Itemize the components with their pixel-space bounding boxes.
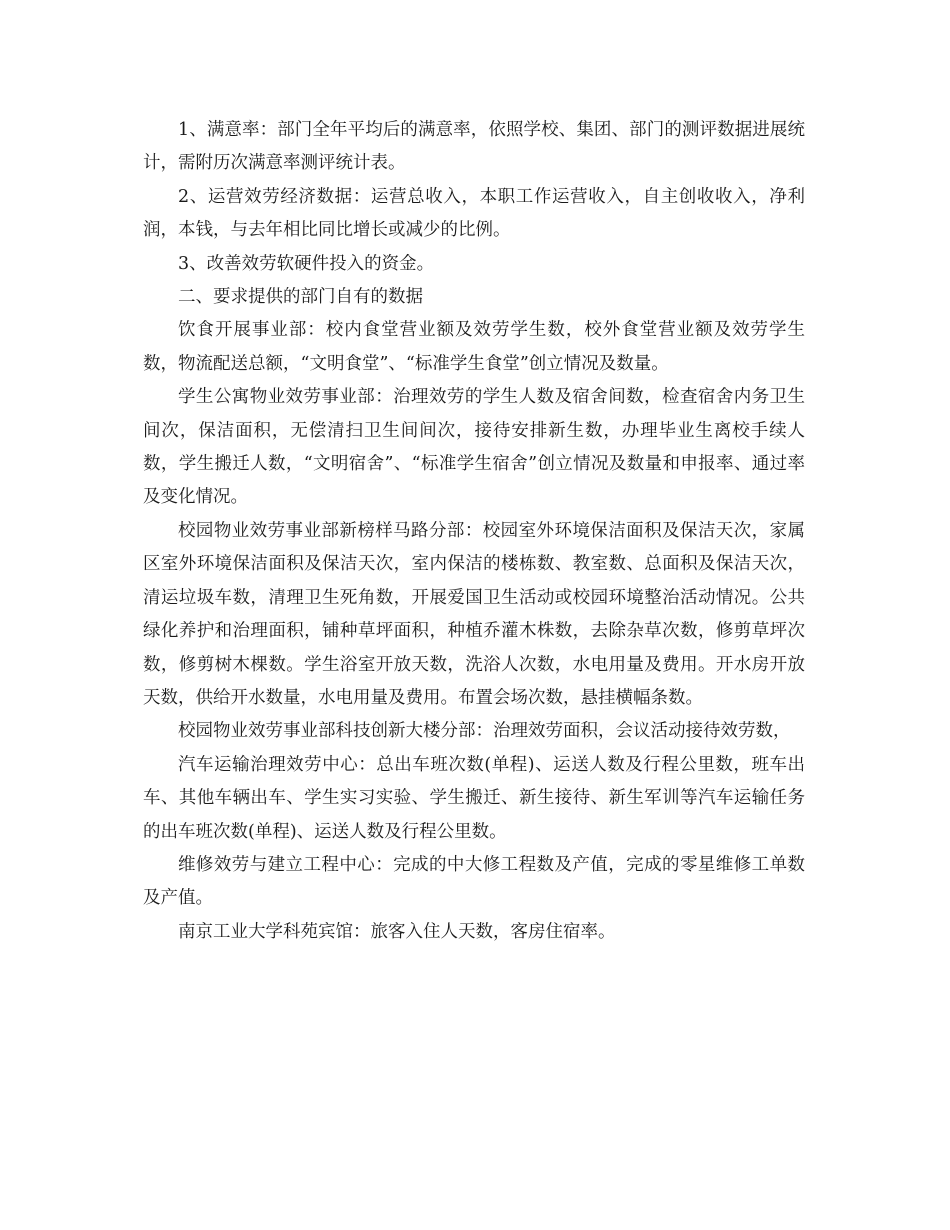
paragraph-vehicle-transport-center: 汽车运输治理效劳中心：总出车班次数(单程)、运送人数及行程公里数，班车出车、其他车辆出车、学生实习实验、学生搬迁、新生接待、新生军训等汽车运输任务的出车班次数(单程)、运送人数及行程公里数。 (143, 754, 805, 842)
paragraph-economic-data: 2、运营效劳经济数据：运营总收入，本职工作运营收入，自主创收收入，净利润，本钱，与去年相比同比增长或减少的比例。 (143, 186, 805, 241)
paragraph-student-apartment-division: 学生公寓物业效劳事业部：治理效劳的学生人数及宿舍间数，检查宿舍内务卫生间次，保洁面积，无偿清扫卫生间间次，接待安排新生数，办理毕业生离校手续人数，学生搬迁人数，“文明宿舍”、“标准学生宿舍”创立情况及数量和申报率、通过率及变化情况。 (143, 387, 805, 508)
paragraph-hotel: 南京工业大学科苑宾馆：旅客入住人天数，客房住宿率。 (178, 921, 616, 942)
paragraph-satisfaction-rate: 1、满意率：部门全年平均后的满意率，依照学校、集团、部门的测评数据进展统计，需附历次满意率测评统计表。 (143, 120, 805, 174)
document-body (143, 114, 805, 949)
paragraph-investment-funds: 3、改善效劳软硬件投入的资金。 (178, 253, 435, 274)
section-heading-department-data: 二、要求提供的部门自有的数据 (178, 287, 423, 308)
paragraph-maintenance-center: 维修效劳与建立工程中心：完成的中大修工程数及产值，完成的零星维修工单数及产值。 (143, 854, 805, 909)
paragraph-campus-property-branch-a: 校园物业效劳事业部新榜样马路分部：校园室外环境保洁面积及保洁天次，家属区室外环境保洁面积及保洁天次，室内保洁的楼栋数、教室数、总面积及保洁天次，清运垃圾车数，清理卫生死角数，开展爱国卫生活动或校园环境整治活动情况。公共绿化养护和治理面积，铺种草坪面积，种植乔灌木株数，去除杂草次数，修剪草坪次数，修剪树木棵数。学生浴室开放天数，洗浴人次数，水电用量及费用。开水房开放天数，供给开水数量，水电用量及费用。布置会场次数，悬挂横幅条数。 (143, 520, 805, 708)
paragraph-catering-division: 饮食开展事业部：校内食堂营业额及效劳学生数，校外食堂营业额及效劳学生数，物流配送总额，“文明食堂”、“标准学生食堂”创立情况及数量。 (143, 320, 805, 374)
paragraph-campus-property-branch-b: 校园物业效劳事业部科技创新大楼分部：治理效劳面积，会议活动接待效劳数， (178, 721, 791, 742)
